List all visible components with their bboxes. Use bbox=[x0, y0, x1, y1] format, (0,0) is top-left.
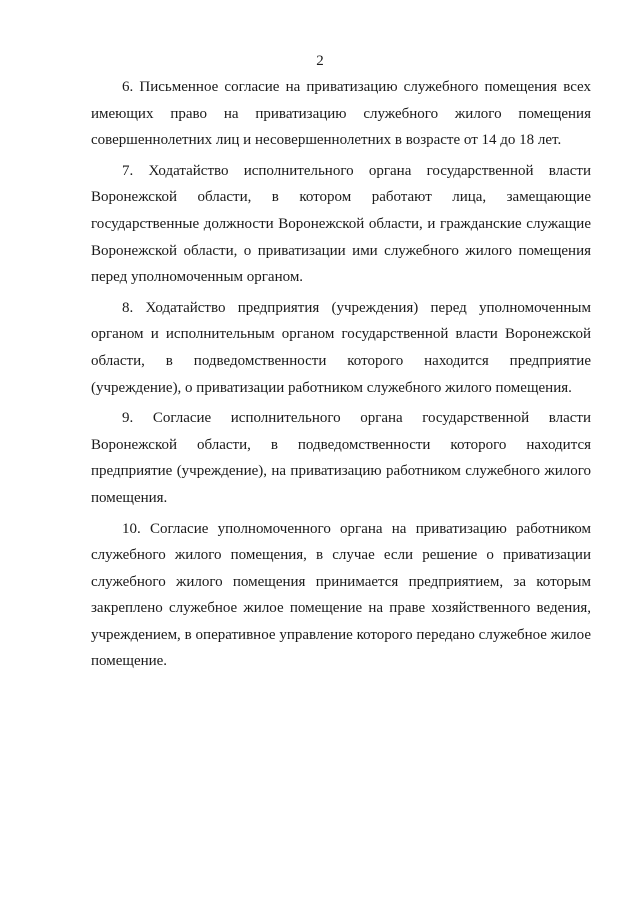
item-text: Согласие исполнительного органа государственной власти Воронежской области, в подведомственности которого находится предприятие (учреждение), на приватизацию работником служебного жилого помещения. bbox=[91, 410, 591, 506]
list-item-8 bbox=[91, 295, 591, 401]
item-text: Ходатайство исполнительного органа государственной власти Воронежской области, в котором работают лица, замещающие государственные должности Воронежской области, и гражданские служащие Воронежской области, о приватизации ими служебного жилого помещения перед уполномоченным органом. bbox=[91, 162, 592, 286]
list-item-6 bbox=[91, 74, 591, 154]
item-number: 8. bbox=[122, 299, 134, 316]
list-item-7 bbox=[91, 158, 591, 291]
item-text: Согласие уполномоченного органа на приватизацию работником служебного жилого помещения, в случае если решение о приватизации служебного жилого помещения принимается предприятием, за которым закреплено служебное жилое помещение на праве хозяйственного ведения, учреждением, в оперативное управление которого передано служебное жилое помещение. bbox=[91, 520, 592, 670]
item-text: Ходатайство предприятия (учреждения) перед уполномоченным органом и исполнительным органом государственной власти Воронежской области, в подведомственности которого находится предприятие (учреждение), о приватизации работником служебного жилого помещения. bbox=[91, 299, 592, 396]
item-number: 10. bbox=[122, 520, 141, 537]
item-number: 6. bbox=[122, 79, 134, 95]
item-number: 7. bbox=[122, 162, 134, 179]
page-number: 2 bbox=[316, 53, 324, 69]
list-item-10 bbox=[91, 516, 591, 676]
document-body bbox=[91, 74, 591, 679]
list-item-9 bbox=[91, 405, 591, 511]
item-number: 9. bbox=[122, 410, 134, 427]
item-text: Письменное согласие на приватизацию служебного помещения всех имеющих право на приватизацию служебного жилого помещения совершеннолетних лиц и несовершеннолетних в возрасте от 14 до 18 лет. bbox=[91, 79, 591, 149]
